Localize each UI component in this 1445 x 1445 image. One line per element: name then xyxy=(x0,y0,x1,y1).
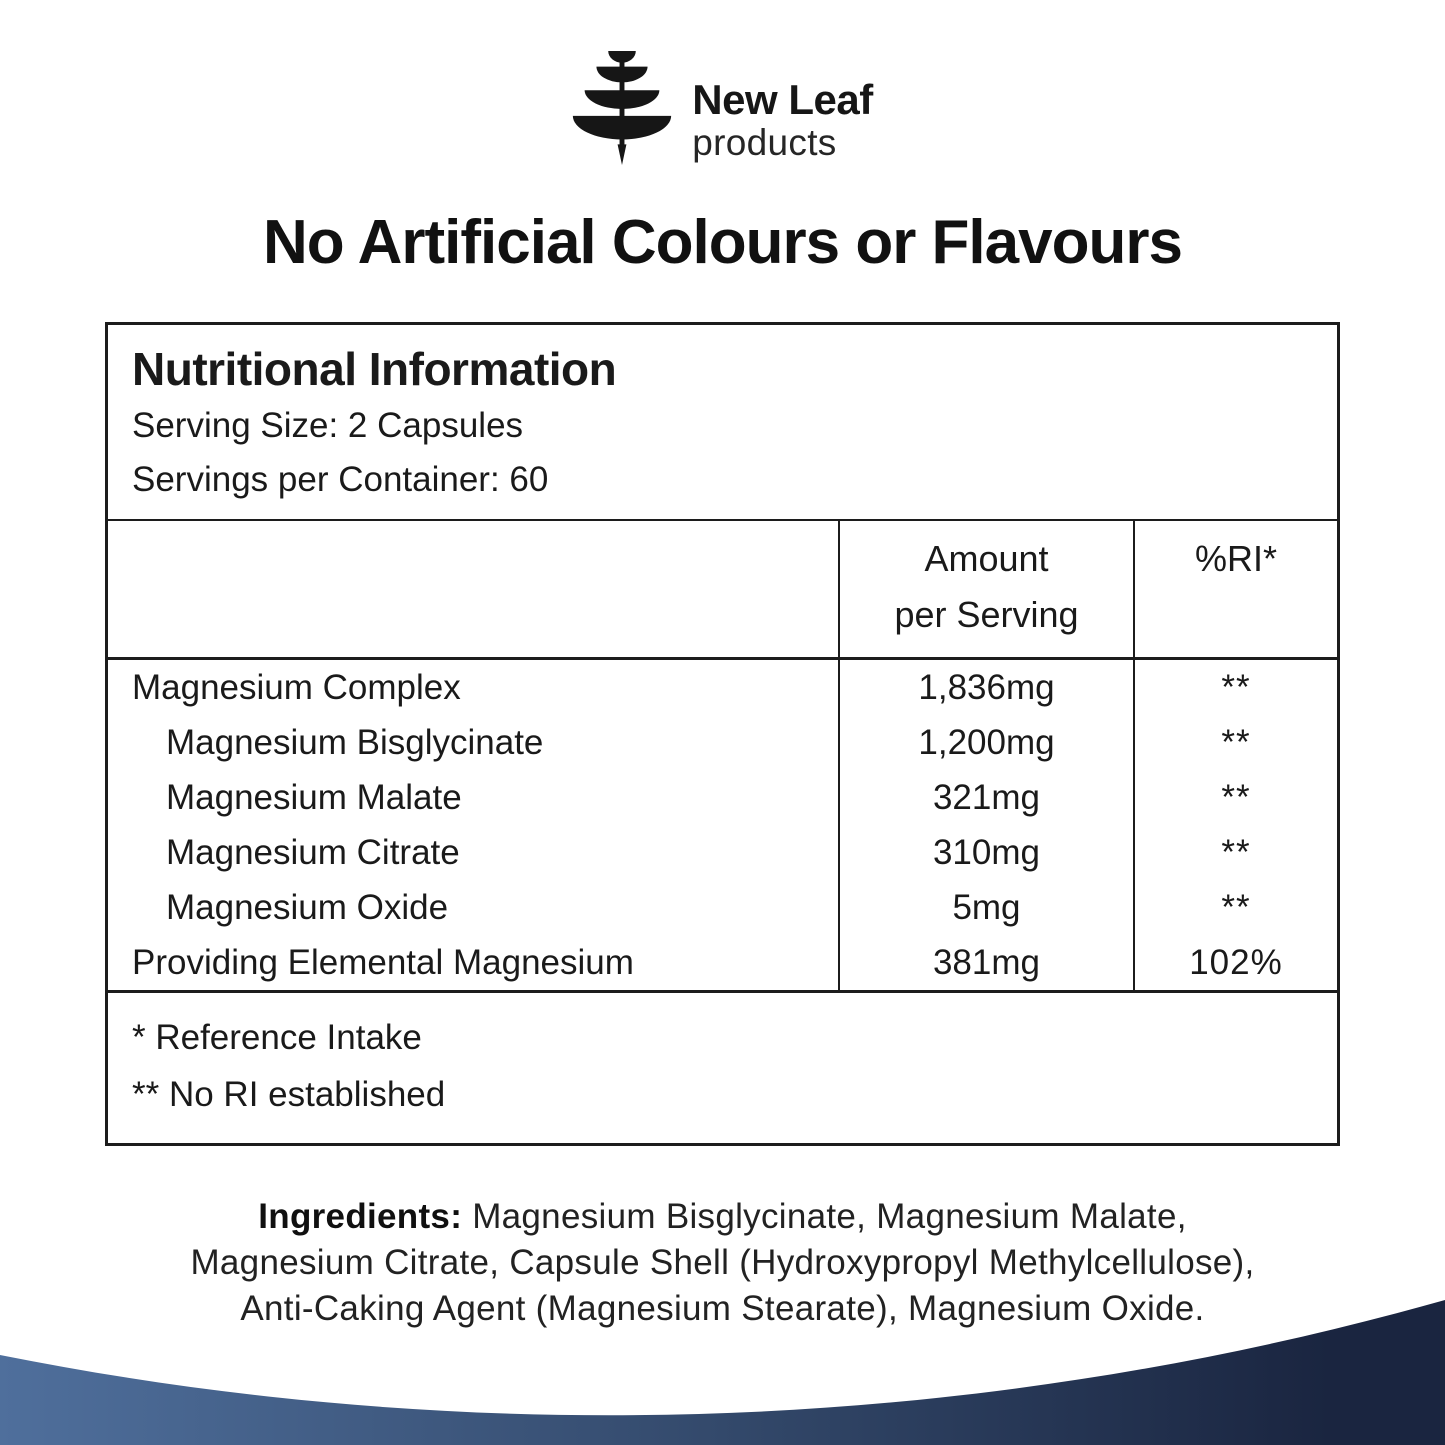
nutrient-rows xyxy=(108,660,1337,993)
ingredients-line1: Magnesium Bisglycinate, Magnesium Malate, xyxy=(472,1197,1187,1236)
table-row: Magnesium Malate 321mg ** xyxy=(108,770,1337,825)
table-row: Magnesium Complex 1,836mg ** xyxy=(108,660,1337,715)
footnote-reference-intake: * Reference Intake xyxy=(132,1018,422,1057)
panel-title: Nutritional Information xyxy=(132,343,617,395)
ingredients-line3: Anti-Caking Agent (Magnesium Stearate), Magnesium Oxide. xyxy=(240,1289,1205,1328)
brand-name-secondary: products xyxy=(692,122,837,163)
claim-headline: No Artificial Colours or Flavours xyxy=(263,208,1182,277)
brand-logo xyxy=(0,0,1445,166)
serving-size: Serving Size: 2 Capsules xyxy=(132,406,524,445)
ingredients-label: Ingredients: xyxy=(258,1197,463,1236)
panel-footnotes xyxy=(108,993,1337,1143)
column-header-amount: Amount per Serving xyxy=(838,521,1133,657)
column-header-ri: %RI* xyxy=(1133,521,1337,657)
table-row: Providing Elemental Magnesium 381mg 102% xyxy=(108,935,1337,990)
servings-per-container: Servings per Container: 60 xyxy=(132,460,549,499)
brand-name xyxy=(692,48,872,164)
stacked-tree-icon xyxy=(572,48,672,166)
table-row: Magnesium Bisglycinate 1,200mg ** xyxy=(108,715,1337,770)
column-header-row xyxy=(108,521,1337,660)
table-row: Magnesium Citrate 310mg ** xyxy=(108,825,1337,880)
nutrition-panel xyxy=(105,322,1340,1146)
column-header-blank xyxy=(108,521,838,657)
table-row: Magnesium Oxide 5mg ** xyxy=(108,880,1337,935)
decorative-wave xyxy=(0,1300,1445,1445)
ingredients-line2: Magnesium Citrate, Capsule Shell (Hydroxypropyl Methylcellulose), xyxy=(190,1243,1255,1282)
panel-header xyxy=(108,325,1337,521)
brand-name-primary: New Leaf xyxy=(692,76,873,123)
footnote-no-ri: ** No RI established xyxy=(132,1075,446,1114)
